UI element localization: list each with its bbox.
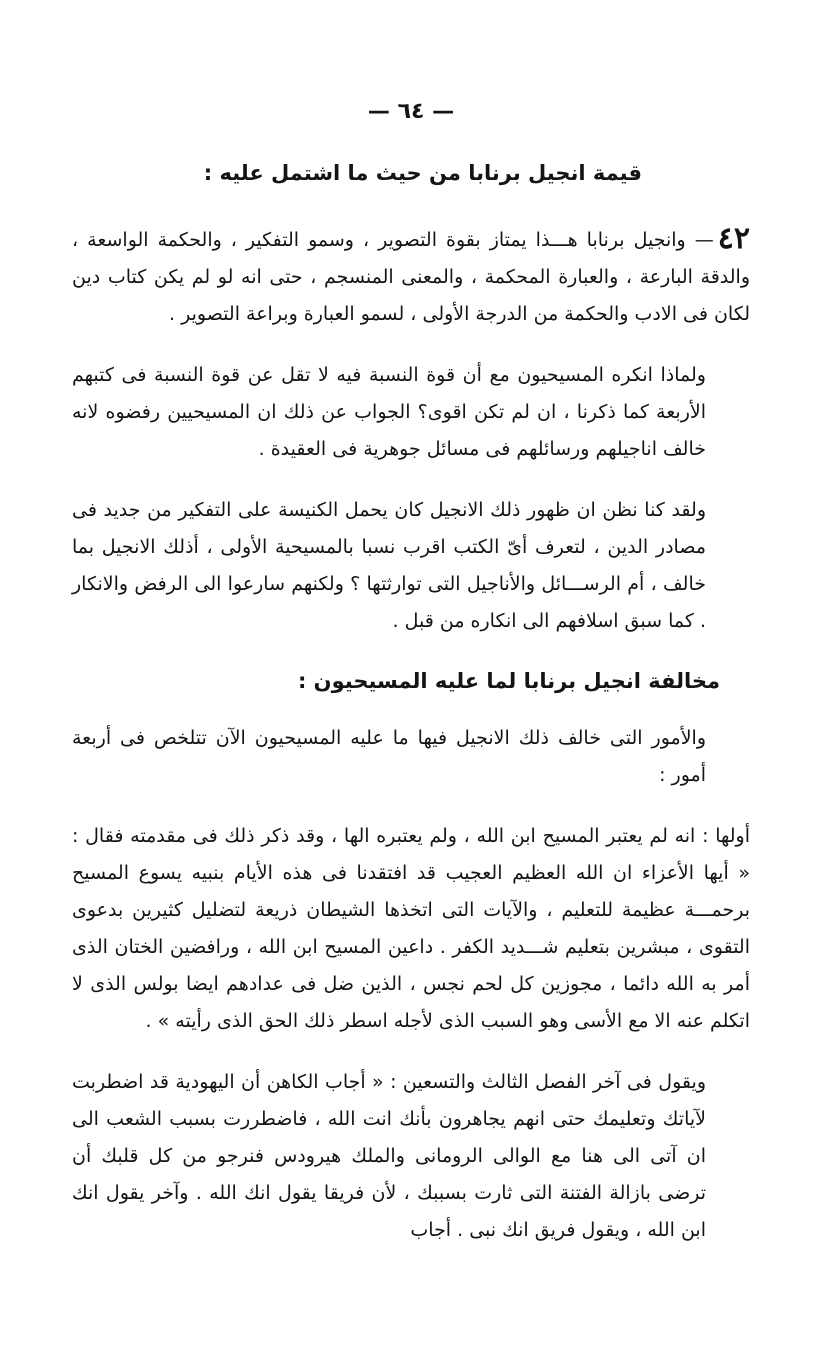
- paragraph-church: ولقد كنا نظن ان ظهور ذلك الانجيل كان يحمل الكنيسة على التفكير من جديد فى مصادر الدين ، لتعرف أىّ الكتب اقرب نسبا بالمسيحية الأولى ، أذلك الانجيل بما خالف ، أم الرســـائل والأناجيل التى توارثتها ؟ ولكنهم سارعوا الى الرفض والانكار . كما سبق اسلافهم الى انكاره من قبل .: [72, 499, 706, 632]
- paragraph-four-matters: والأمور التى خالف ذلك الانجيل فيها ما عليه المسيحيون الآن تتلخص فى أربعة أمور :: [72, 727, 706, 786]
- paragraph-first-matter: أولها : انه لم يعتبر المسيح ابن الله ، ولم يعتبره الها ، وقد ذكر ذلك فى مقدمته فقال : « أيها الأعزاء ان الله العظيم العجيب قد افتقدنا فى هذه الأيام بنبيه يسوع المسيح برحمـــة عظيمة للتعليم ، والآيات التى اتخذها الشيطان ذريعة لتضليل كثيرين بدعوى التقوى ، مبشرين بتعليم شـــديد الكفر . داعين المسيح ابن الله ، ورافضين الختان الذى أمر به الله دائما ، مجوزين كل لحم نجس ، الذين ضل فى عدادهم ايضا بولس الذى لا اتكلم عنه الا مع الأسى وهو السبب الذى لأجله اسطر ذلك الحق الذى رأيته » .: [72, 825, 750, 1032]
- page-number: — ٦٤ —: [367, 99, 455, 124]
- paragraph-42-text: — وانجيل برنابا هـــذا يمتاز بقوة التصوير ، وسمو التفكير ، والحكمة الواسعة ، والدقة البارعة ، والعبارة المحكمة ، والمعنى المنسجم ، حتى انه لو لم يكن كتاب دين لكان فى الادب والحكمة من الدرجة الأولى ، لسمو العبارة وبراعة التصوير .: [72, 229, 750, 325]
- paragraph-42: [72, 220, 750, 333]
- section-heading-value: قيمة انجيل برنابا من حيث ما اشتمل عليه :: [203, 161, 642, 185]
- paragraph-chapter-93: ويقول فى آخر الفصل الثالث والتسعين : « أجاب الكاهن أن اليهودية قد اضطربت لآياتك وتعليمك حتى انهم يجاهرون بأنك انت الله ، فاضطررت بسبب الشعب الى ان آتى الى هنا مع الوالى الرومانى والملك هيرودس فنرجو من كل قلبك أن ترضى بازالة الفتنة التى ثارت بسببك ، لأن فريقا يقول انك الله . وآخر يقول انك ابن الله ، ويقول فريق انك نبى . أجاب: [72, 1071, 706, 1241]
- section-number: ٤٢: [717, 221, 750, 256]
- paragraph-rejection: ولماذا انكره المسيحيون مع أن قوة النسبة فيه لا تقل عن قوة النسبة فى كتبهم الأربعة كما ذكرنا ، ان لم تكن اقوى؟ الجواب عن ذلك ان المسيحيين رفضوه لانه خالف اناجيلهم ورسائلهم فى مسائل جوهرية فى العقيدة .: [72, 364, 706, 460]
- section-heading-contradiction: مخالفة انجيل برنابا لما عليه المسيحيون :: [297, 669, 720, 693]
